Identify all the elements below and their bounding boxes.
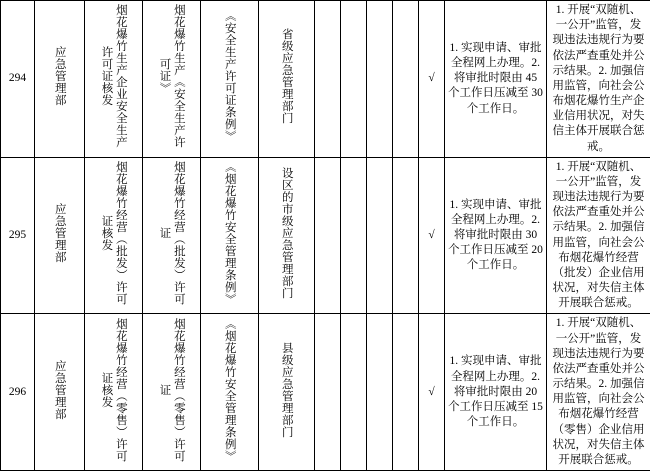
row-item-name [85,314,143,471]
table-row [1,1,650,158]
row-option-3 [367,314,393,471]
row-basis [201,314,259,471]
row-organ [259,314,315,471]
department-text: 应急管理部 [52,46,66,106]
row-checkmark: √ [419,157,445,314]
row-item-name [85,1,143,158]
row-option-1 [315,157,341,314]
row-department [35,157,85,314]
row-basis [201,157,259,314]
row-supervision-measure: 1. 开展“双随机、一公开”监管，发现违法违规行为要依法严查重处并公示结果。2. 加强信用监管，向社会公布烟花爆竹经营（批发）企业信用状况，对失信主体开展联合惩戒。 [547,157,650,314]
row-department [35,314,85,471]
row-item-name [85,157,143,314]
organ-text: 县级应急管理部门 [279,342,293,438]
row-index: 294 [1,1,35,158]
item-name-text: 烟花爆竹生产企业安全生产许可证核发 [99,0,128,152]
row-option-3 [367,157,393,314]
row-option-2 [341,157,367,314]
organ-text: 省级应急管理部门 [279,28,293,124]
row-reform-measure: 1. 实现申请、审批全程网上办理。2. 将审批时限由 20 个工作日压减至 15 个工作日。 [445,314,547,471]
row-reform-measure: 1. 实现申请、审批全程网上办理。2. 将审批时限由 45 个工作日压减至 30 个工作日。 [445,1,547,158]
table-row [1,157,650,314]
row-certificate [143,314,201,471]
certificate-text: 烟花爆竹经营（批发）许可证 [157,157,186,309]
row-checkmark: √ [419,314,445,471]
row-certificate [143,1,201,158]
table-row [1,314,650,471]
row-organ [259,1,315,158]
item-name-text: 烟花爆竹经营（零售）许可证核发 [99,314,128,466]
item-name-text: 烟花爆竹经营（批发）许可证核发 [99,157,128,309]
basis-text: 《安全生产许可证条例》 [222,10,236,142]
row-supervision-measure: 1. 开展“双随机、一公开”监管，发现违法违规行为要依法严查重处并公示结果。2. 加强信用监管，向社会公布烟花爆竹生产企业信用状况，对失信主体开展联合惩戒。 [547,1,650,158]
organ-text: 设区的市级应急管理部门 [279,167,293,299]
row-option-2 [341,1,367,158]
row-index: 296 [1,314,35,471]
row-option-4 [393,1,419,158]
row-option-1 [315,314,341,471]
row-organ [259,157,315,314]
basis-text: 《烟花爆竹安全管理条例》 [222,161,236,305]
department-text: 应急管理部 [52,360,66,420]
row-option-2 [341,314,367,471]
row-option-3 [367,1,393,158]
row-checkmark: √ [419,1,445,158]
row-option-4 [393,157,419,314]
basis-text: 《烟花爆竹安全管理条例》 [222,318,236,462]
certificate-text: 烟花爆竹经营（零售）许可证 [157,314,186,466]
department-text: 应急管理部 [52,203,66,263]
row-supervision-measure: 1. 开展“双随机、一公开”监管，发现违法违规行为要依法严查重处并公示结果。2. 加强信用监管，向社会公布烟花爆竹经营（零售）企业信用状况，对失信主体开展联合惩戒。 [547,314,650,471]
row-department [35,1,85,158]
row-index: 295 [1,157,35,314]
certificate-text: 烟花爆竹生产《安全生产许可证》 [157,0,186,152]
row-option-4 [393,314,419,471]
row-option-1 [315,1,341,158]
row-certificate [143,157,201,314]
row-reform-measure: 1. 实现申请、审批全程网上办理。2. 将审批时限由 30 个工作日压减至 20 个工作日。 [445,157,547,314]
row-basis [201,1,259,158]
